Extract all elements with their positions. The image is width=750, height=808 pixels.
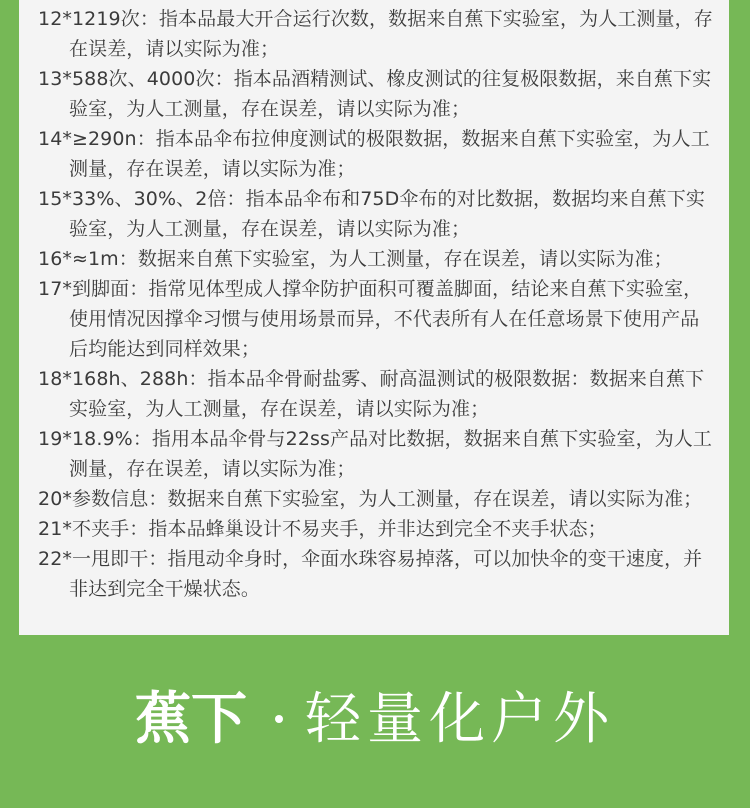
footnote-12: 12*1219次：指本品最大开合运行次数，数据来自蕉下实验室，为人工测量，存在误差，请以实际为准； [38,8,713,60]
brand-slogan [0,685,750,755]
separator-dot [275,715,283,723]
footnote-19: 19*18.9%：指用本品伞骨与22ss产品对比数据，数据来自蕉下实验室，为人工测量，存在误差，请以实际为准； [38,428,713,480]
footnote-22: 22*一甩即干：指甩动伞身时，伞面水珠容易掉落，可以加快伞的变干速度，并非达到完全干燥状态。 [38,548,703,600]
brand-footer [0,635,750,808]
footnote-18: 18*168h、288h：指本品伞骨耐盐雾、耐高温测试的极限数据：数据来自蕉下实验室，为人工测量，存在误差，请以实际为准； [38,368,705,420]
footnote-21: 21*不夹手：指本品蜂巢设计不易夹手，并非达到完全不夹手状态； [38,518,607,540]
footnote-20: 20*参数信息：数据来自蕉下实验室，为人工测量，存在误差，请以实际为准； [38,488,703,510]
footnote-13: 13*588次、4000次：指本品酒精测试、橡皮测试的往复极限数据，来自蕉下实验室，为人工测量，存在误差，请以实际为准； [38,68,712,120]
footnotes-card [19,0,729,635]
brand-tagline: 轻量化户外 [305,687,615,752]
brand-name: 蕉下 [135,687,247,752]
footnote-16: 16*≈1m：数据来自蕉下实验室，为人工测量，存在误差，请以实际为准； [38,248,673,270]
footnote-14: 14*≥290n：指本品伞布拉伸度测试的极限数据，数据来自蕉下实验室，为人工测量，存在误差，请以实际为准； [38,128,710,180]
footnote-15: 15*33%、30%、2倍：指本品伞布和75D伞布的对比数据，数据均来自蕉下实验室，为人工测量，存在误差，请以实际为准； [38,188,705,240]
footnote-17: 17*到脚面：指常见体型成人撑伞防护面积可覆盖脚面，结论来自蕉下实验室，使用情况因撑伞习惯与使用场景而异，不代表所有人在任意场景下使用产品后均能达到同样效果； [38,278,703,360]
